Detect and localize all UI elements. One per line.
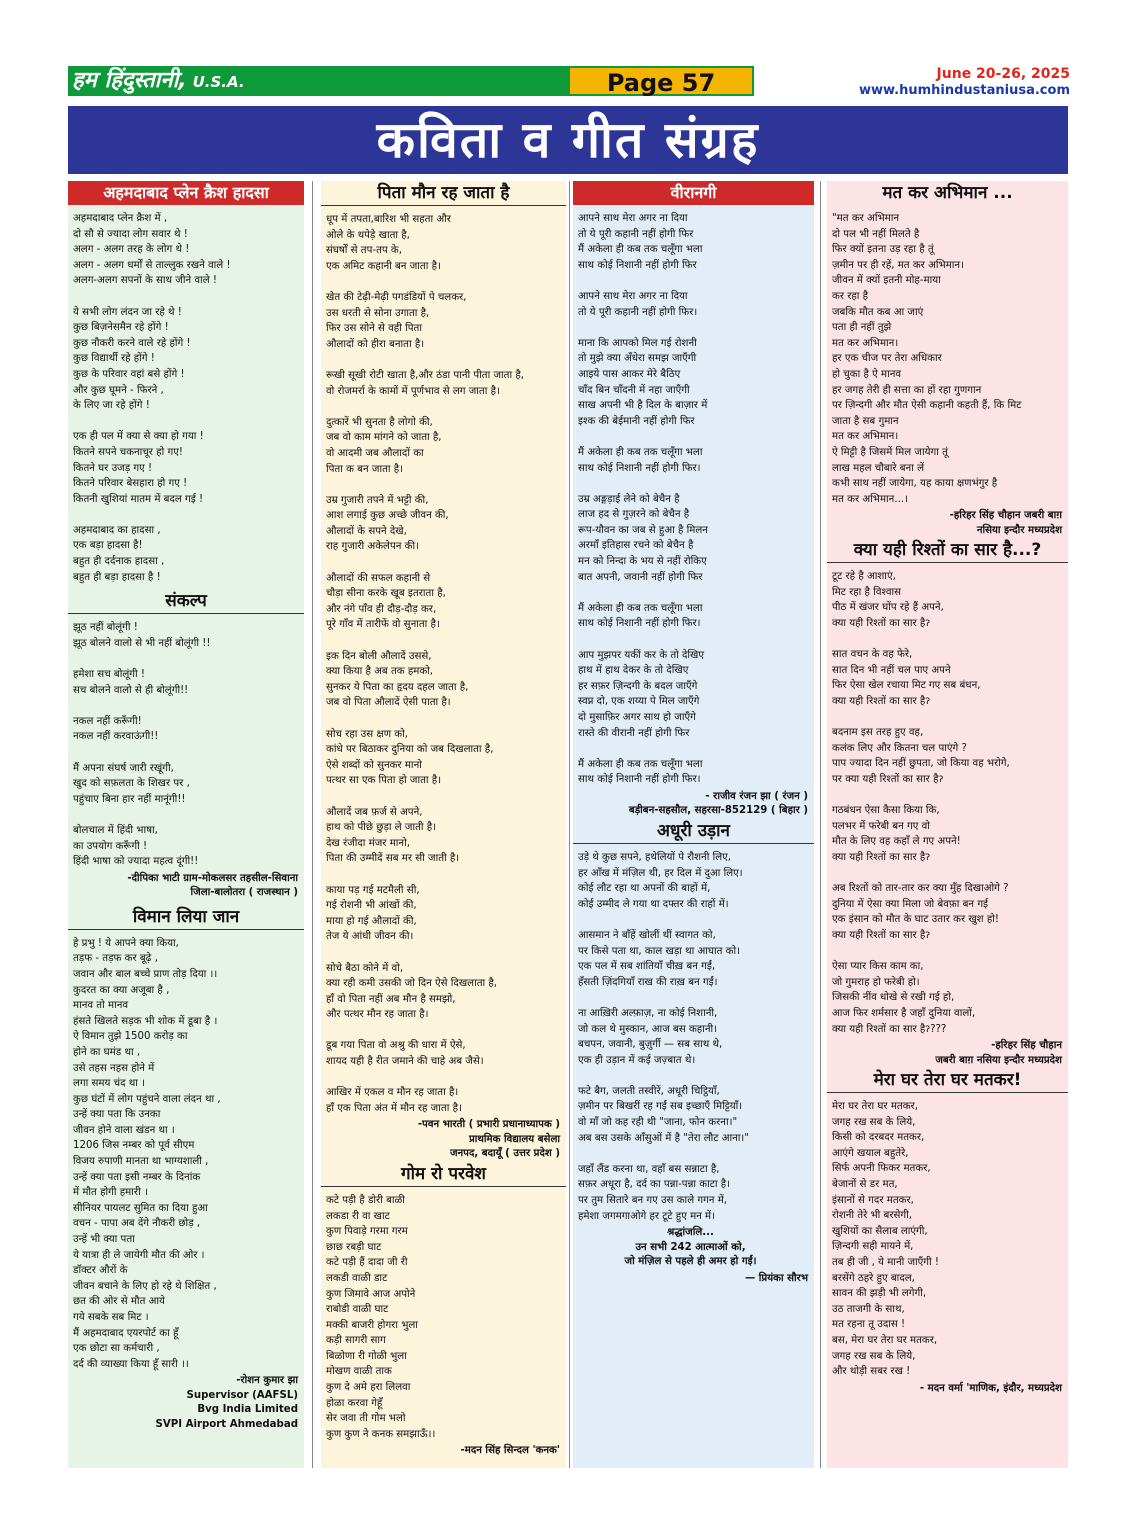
tribute-note: श्रद्धांजलि... उन सभी 242 आत्माओं को, जो मंज़िल से पहले ही अमर हो गईं।	[624, 1227, 757, 1268]
issue-date: June 20-26, 2025	[936, 66, 1070, 82]
poem-author: - राजीव रंजन झा ( रंजन ) बड़ीबन-सहसौल, सहरसा-852129 ( बिहार )	[628, 790, 808, 817]
column-divider	[569, 181, 570, 1468]
website-link[interactable]: www.humhindustaniusa.com	[858, 83, 1070, 98]
poem-body: अहमदाबाद प्लेन क्रैश में , दो सौ से ज्यादा लोग सवार थे ! अलग - अलग तरह के लोग थे ! अलग - अलग धर्मों से ताल्लुक रखने वाले ! अलग-अलग सपनों के साथ जीने वाले ! ये सभी लोग लंदन जा रहे थे ! कुछ बिज़नेसमैन रहे होंगे ! कुछ नौकरी करने वाले रहे होंगे ! कुछ विद्यार्थी रहे होंगे ! कुछ के परिवार वहां बसे होंगे ! और कुछ घूमने - फिरने , के लिए जा रहे होंगे ! एक ही पल में क्या से क्या हो गया ! कितने सपने चकनाचूर हो गए! कितने घर उजड़ गए ! कितने परिवार बेसहारा हो गए ! कितनी खुशियां मातम में बदल गई ! अहमदाबाद का हादसा , एक बड़ा हादसा है! बहुत ही दर्दनाक हादसा , बहुत ही बड़ा हादसा है !	[73, 213, 231, 583]
poem-title: संकल्प	[68, 589, 304, 614]
poem-author: -दीपिका भाटी ग्राम-मोकलसर तहसील-सिवाना जिला-बालोतरा ( राजस्थान )	[127, 872, 298, 899]
poem-body: झूठ नहीं बोलूंगी ! झूठ बोलने वालो से भी नहीं बोलूंगी !! हमेशा सच बोलूंगी ! सच बोलने वालो से ही बोलूंगी!! नकल नहीं करूँगी! नकल नहीं करवाऊंगी!! मैं अपना संघर्ष जारी रखूंगी, खुद को सफ़लता के शिखर पर , पहुंचाए बिना हार नहीं मानूंगी!! बोलचाल में हिंदी भाषा, का उपयोग करूँगी ! हिंदी भाषा को ज्यादा महत्व दूंगी!!	[73, 622, 211, 868]
poem-author: - मदन वर्मा 'माणिक, इंदौर, मध्यप्रदेश	[919, 1382, 1062, 1394]
column-divider	[820, 181, 821, 1468]
masthead	[68, 66, 1070, 102]
poem-author: -हरिहर सिंह चौहान जबरी बाग़ नसिया इन्दौर मध्यप्रदेश	[949, 510, 1062, 536]
poem-body: टूट रहे है आशाएं, मिट रहा है विश्वास पीठ में खंजर घोंप रहे हैं अपने, क्या यही रिश्तों का सार हैॽ सात वचन के वह फेरे, सात दिन भी नहीं चल पाए अपने फिर ऐसा खेल रचाया मिट गए सब बंधन, क्या यही रिश्तों का सार हैॽ बदनाम इस तरह हुए वह, कलंक लिए और कितना चल पाएंगे ? पाप ज्यादा दिन नहीं छुपता, जो किया वह भरोगे, पर क्या यही रिश्तों का सार हैॽ गठबंधन ऐसा कैसा किया कि, पलभर में फरेबी बन गए वो मौत के लिए वह कहाँ ले गए अपने! क्या यही रिश्तों का सार हैॽ अब रिश्तों को तार-तार कर क्या मुँह दिखाओगे ? दुनिया में ऐसा क्या मिला जो बेवफ़ा बन गई एक इंसान को मौत के घाट उतार कर खुश हो! क्या यही रिश्तों का सार हैॽ ऐसा प्यार किस काम का, जो गुमराह हो फरेबी हो। जिसकी नींव धोखे से रखी गई हो, आज फिर शर्मसार है जहाँ दुनिया वालों, क्या यही रिश्तों का सार हैॽ???	[832, 571, 1010, 1035]
brand-logo	[68, 66, 572, 96]
column-divider	[312, 181, 313, 1468]
section-banner: कविता व गीत संग्रह	[68, 106, 1068, 174]
page-number: Page 57	[568, 66, 754, 96]
poem-author: -हरिहर सिंह चौहान जबरी बाग़ नसिया इन्दौर मध्यप्रदेश	[935, 1040, 1062, 1066]
poem-body: मेरा घर तेरा घर मतकर, जगह रख सब के लिये, किसी को दरबदर मतकर, आएंगे खयाल बहुतेरे, सिर्फ अपनी फिकर मतकर, बेजानों से डर मत, इंसानों से गदर मतकर, रोशनी तेरे भी बरसेगी, खुशियों का सैलाब लाएंगी, ज़िन्दगी सही मायने में, तब ही जी , ये मानी जाएँगी ! बरसेंगे ठहरे हुए बादल, सावन की झड़ी भी लगेगी, उठ ताजगी के साथ, मत रहना तू उदास ! बस, मेरा घर तेरा घर मतकर, जगह रख सब के लिये, और थोड़ी सबर रख !	[832, 1101, 939, 1378]
poem-title: अधूरी उड़ान	[573, 819, 814, 844]
poem-title: विमान लिया जान	[68, 905, 304, 930]
poem-title: पिता मौन रह जाता है	[321, 181, 566, 206]
poem-title: गोम रो परवेश	[321, 1162, 566, 1187]
poem-author: — प्रियंका सौरभ	[745, 1272, 808, 1284]
poem-body: आपने साथ मेरा अगर ना दिया तो ये पूरी कहानी नहीं होगी फिर मैं अकेला ही कब तक चलूँगा भला साथ कोई निशानी नहीं होगी फिर आपने साथ मेरा अगर ना दिया तो ये पूरी कहानी नहीं होगी फिर। माना कि आपको मिल गई रोशनी तो मुझे क्या अँधेरा समझ जाएँगी आइये पास आकर मेरे बैठिए चाँद बिन चाँदनी में नहा जाएँगी साख अपनी भी है दिल के बाज़ार में इश्क की बेईमानी नहीं होगी फिर मैं अकेला ही कब तक चलूँगा भला साथ कोई निशानी नहीं होगी फिर। उम्र अङ्गड़ाई लेने को बेचैन है लाज हद से गुज़रने को बेचैन है रूप-यौवन का जब से हुआ है मिलन अरमाँ इतिहास रचने को बेचैन है मन को निन्दा के भय से नहीं रोकिए बात अपनी, जवानी नहीं होगी फिर मैं अकेला ही कब तक चलूँगा भला साथ कोई निशानी नहीं होगी फिर। आप मुझपर यकीं कर के तो देखिए हाथ में हाथ देकर के तो देखिए हर सफ़र ज़िन्दगी के बदल जाएँगे स्वप्न दो, एक शय्या पे मिल जाएँगे दो मुसाफ़िर अगर साथ हो जाएँगे रास्ते की वीरानी नहीं होगी फिर मैं अकेला ही कब तक चलूँगा भला साथ कोई निशानी नहीं होगी फिर।	[578, 213, 708, 786]
poem-body: धूप में तपता,बारिश भी सहता और ओले के थपेड़े खाता है, संघर्षों से तप-तप के, एक अमिट कहानी बन जाता है। खेत की टेढ़ी-मेढ़ी पगडंडियों पे चलकर, उस धरती से सोना उगाता है, फिर उस सोने से वही पिता औलादों को हीरा बनाता है। रूखी सूखी रोटी खाता है,और ठंडा पानी पीता जाता है, वो रोजमर्रा के कामों में पूर्णभाव से लग जाता है। दुत्कारें भी सुनता है लोगो की, जब वो काम मांगने को जाता है, वो आदमी जब औलादों का पिता क बन जाता है। उम्र गुजारी तपने में भट्टी की, आश लगाई कुछ अच्छे जीवन की, औलादों के सपने देखे, राह गुजारी अकेलेपन की। औलादों की सफल कहानी से चौड़ा सीना करके खूब इतराता है, और नंगे पाँव ही दौड़-दौड़ कर, पूरे गाँव में तारीफें वो सुनाता है। इक दिन बोली औलादें उससे, क्या किया है अब तक हमको, सुनकर ये पिता का हृदय दहल जाता है, जब वो पिता औलादें ऐसी पाता है। सोच रहा उस क्षण को, कांधे पर बिठाकर दुनिया को जब दिखलाता है, ऐसे शब्दों को सुनकर मानो पत्थर सा एक पिता हो जाता है। औलादें जब फ़र्ज से अपने, हाथ को पीछे छुड़ा ले जाती है। देख रंजीदा मंजर मानो, पिता की उम्मीदें सब मर सी जाती है। काया पड़ गई मटमैली सी, गई रोशनी भी आंखों की, माया हो गई औलादों की, तेज ये आंधी जीवन की। सोचे बैठा कोने में वो, क्या रही कमी उसकी जो दिन ऐसे दिखलाता है, हाँ वो पिता नहीं अब मौन है समझो, और पत्थर मौन रह जाता है। डूब गया पिता वो अश्रु की धारा में ऐसे, शायद यही है रीत जमाने की चाहे अब जैसे। आखिर में एकल व मौन रह जाता है। हाँ एक पिता अंत में मौन रह जाता है।	[326, 214, 525, 1114]
brand-suffix: U.S.A.	[192, 73, 245, 91]
brand-name: हम हिंदुस्तानी,	[72, 68, 187, 93]
column-4	[827, 181, 1068, 1468]
poem-author: -मदन सिंह सिन्दल 'कनक'	[460, 1445, 560, 1457]
column-1	[68, 181, 304, 1468]
poem-title: क्या यही रिश्तों का सार है...?	[827, 538, 1068, 563]
poem-body: उड़े थे कुछ सपने, हथेलियों पे रौशनी लिए, हर आँख में मंज़िल थी, हर दिल में दुआ लिए। कोई लौट रहा था अपनों की बाहों में, कोई उम्मीद ले गया था दफ्तर की राहों में। आसमान ने बाँहें खोलीं थीं स्वागत को, पर किसे पता था, काल खड़ा था आघात को। एक पल में सब शांतियाँ चीख़ बन गईं, हँसती ज़िंदगियाँ राख की राख़ बन गईं। ना आख़िरी अल्फ़ाज़, ना कोई निशानी, जो कल थे मुस्कान, आज बस कहानी। बचपन, जवानी, बुज़ुर्गी — सब साथ थे, एक ही उड़ान में कई जज़्बात थे। फटे बैग, जलती तस्वीरें, अधूरी चिट्ठियाँ, ज़मीन पर बिखरीं रह गईं सब इच्छाएँ मिट्टियाँ। वो माँ जो कह रही थी "जाना, फोन करना।" अब बस उसके आँसुओं में है "तेरा लौट आना।" जहाँ लैंड करना था, वहाँ बस सन्नाटा है, सफ़र अधूरा है, दर्द का पन्ना-पन्ना काटा है। पर तुम सितारे बन गए उस काले गगन में, हमेशा जगमगाओगे हर टूटे हुए मन में।	[578, 851, 749, 1222]
poem-title: मेरा घर तेरा घर मतकर!	[827, 1068, 1068, 1093]
poem-title: अहमदाबाद प्लेन क्रैश हादसा	[68, 181, 304, 205]
poem-author: -रोशन कुमार झा Supervisor (AAFSL) Bvg India Limited SVPI Airport Ahmedabad	[155, 1375, 298, 1430]
poem-title: मत कर अभिमान ...	[882, 183, 1013, 203]
poem-body: कटे पड़ी है डोरी बाळी लकडा री वा खाट कुण पिवाड़े गरमा गरम छाछ रबड़ी घाट कटे पड़ी हैं दादा जी री लकडी वाळी डाट कुण जिमावे आज अपोने राबोडी वाळी घाट मक्की बाजरी होगरा भुला कड़ी सागरी साग बिळोणा री गोळी भुला मोखण वाळी ताक कुण दे अमे हरा लिलवा होळा करवा गेहूँ सेर जवा ती गोम भलो कुण कुण ने कनक समझाऊँ।।	[326, 1194, 436, 1440]
poem-title: वीरानगी	[573, 181, 814, 205]
poem-body: "मत कर अभिमान दो पल भी नहीं मिलते है फिर क्यों इतना उड़ रहा है तूं ज़मीन पर ही रहें, मत कर अभिमान। जीवन में क्यों इतनी मोह-माया कर रहा है जबकि मौत कब आ जाएं पता ही नहीं तुझे मत कर अभिमान। हर एक चीज पर तेरा अधिकार हो चुका है ऐ मानव हर जगह तेरी ही सत्ता का हों रहा गुणगान पर ज़िन्दगी और मौत ऐसी कहानी कहती हैं, कि मिट जाता है सब गुमान मत कर अभिमान। ऐ मिट्टी है जिसमें मिल जायेगा तूं लाख महल चौबारे बना लें कभी साथ नहीं जायेगा, यह काया क्षणभंगुर है मत कर अभिमान...।	[832, 213, 1022, 505]
column-2	[321, 181, 566, 1468]
poem-body: हे प्रभु ! ये आपने क्या किया, तड़फ - तड़फ कर बूढ़े , जवान और बाल बच्चे प्राण तोड़ दिया ।। कुदरत का क्या अजूबा है , मानव तो मानव हंसते खिलते सड़क भी शोक में डूबा है । ऐ विमान तुझे 1500 करोड़ का होने का घमंड था , उसे तहस नहस होने में लगा समय चंद था । कुछ घंटों में लोग पहुंचने वाला लंदन था , उन्हें क्या पता कि उनका जीवन होने वाला खंडन था । 1206 जिस नम्बर को पूर्व सीएम विजय रुपाणी मानता था भाग्यशाली , उन्हें क्या पता इसी नम्बर के दिनांक में मौत होगी हमारी । सीनियर पायलट सुमित का दिया हुआ वचन - पापा अब देंगे नौकरी छोड़ , उन्हें भी क्या पता ये यात्रा ही ले जायेगी मौत की ओर । डॉक्टर औरों के जीवन बचाने के लिए हो रहे थे शिक्षित , छत की ओर से मौत आये गये सबके सब मिट । मैं अहमदाबाद एयरपोर्ट का हूँ एक छोटा सा कर्मचारी , दर्द की व्याख्या किया हूँ सारी ।।	[73, 937, 221, 1370]
column-3	[573, 181, 814, 1468]
poem-author: -पवन भारती ( प्रभारी प्रधानाध्यापक ) प्राथमिक विद्यालय बसेला जनपद, बदायूँ ( उत्तर प्रदेश )	[417, 1119, 560, 1160]
